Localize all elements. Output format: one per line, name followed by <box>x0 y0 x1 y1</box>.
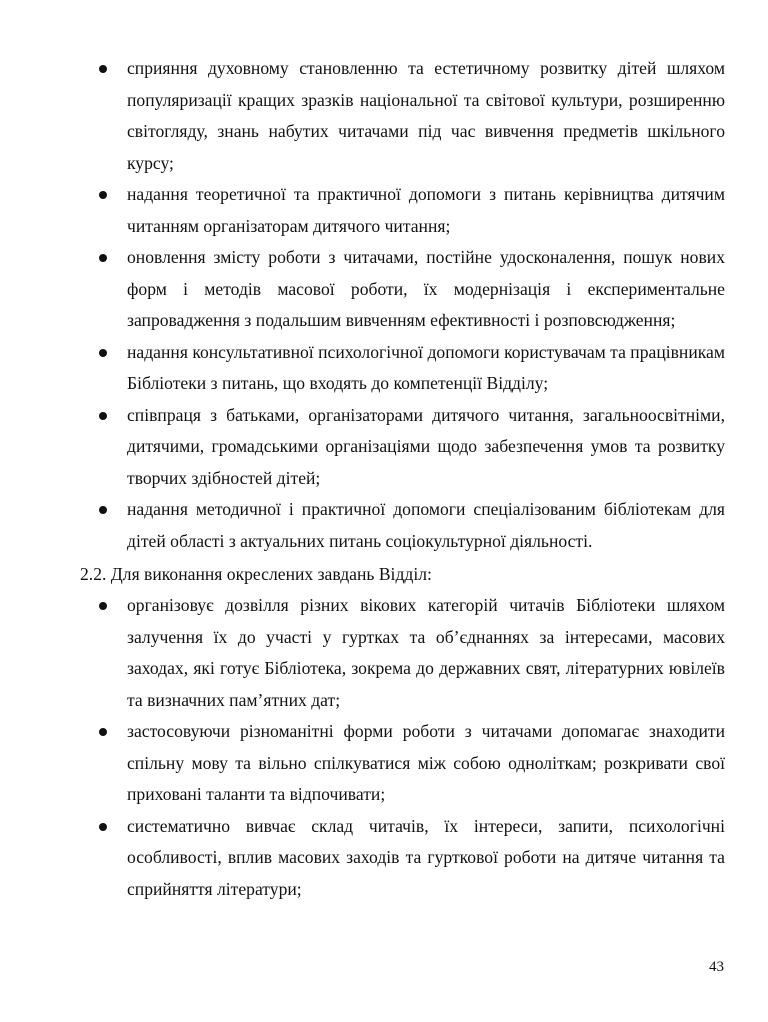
list-item <box>99 53 725 179</box>
list-item <box>99 716 725 811</box>
list-item <box>99 811 725 906</box>
bullet-icon <box>99 602 107 610</box>
bullet-icon <box>99 65 107 73</box>
list-item-text: сприяння духовному становленню та естетичному розвитку дітей шляхом популяризації кращих зразків національної та світової культури, розширенню світогляду, знань набутих читачами під час вивчення предметів шкільного курсу; <box>127 58 725 173</box>
list-item-text: систематично вивчає склад читачів, їх інтереси, запити, психологічні особливості, вплив масових заходів та гурткової роботи на дитяче читання та сприйняття літератури; <box>127 815 725 899</box>
list-item <box>99 179 725 242</box>
bullet-icon <box>99 823 107 831</box>
list-item <box>99 494 725 557</box>
bullet-icon <box>99 254 107 262</box>
list-item-text: надання консультативної психологічної допомоги користувачам та працівникам Бібліотеки з питань, що входять до компетенції Відділу; <box>127 341 725 393</box>
bullet-icon <box>99 191 107 199</box>
list-item-text: організовує дозвілля різних вікових категорій читачів Бібліотеки шляхом залучення їх до участі у гуртках та об’єднаннях за інтересами, масових заходах, які готує Бібліотека, зокрема до державних свят, літературних ювілеїв та визначних пам’ятних дат; <box>127 595 725 710</box>
bullet-icon <box>99 412 107 420</box>
list-item-text: оновлення змісту роботи з читачами, постійне удосконалення, пошук нових форм і методів масової роботи, їх модернізація і експериментальне запровадження з подальшим вивченням ефективності і розповсюдження; <box>127 247 725 330</box>
list-item-text: співпраця з батьками, організаторами дитячого читання, загальноосвітніми, дитячими, громадськими організаціями щодо забезпечення умов та розвитку творчих здібностей дітей; <box>127 404 725 488</box>
list-item <box>99 590 725 716</box>
bullet-icon <box>99 349 107 357</box>
function-bullet-list <box>99 590 725 905</box>
bullet-icon <box>99 506 107 514</box>
list-item-text: застосовуючи різноманітні форми роботи з читачами допомагає знаходити спільну мову та вільно спілкуватися між собою одноліткам; розкривати свої приховані таланти та відпочивати; <box>127 721 725 804</box>
bullet-icon <box>99 728 107 736</box>
task-bullet-list <box>99 53 725 557</box>
list-item-text: надання теоретичної та практичної допомоги з питань керівництва дитячим читанням організаторам дитячого читання; <box>127 184 725 236</box>
list-item <box>99 337 725 400</box>
section-heading: 2.2. Для виконання окреслених завдань Відділ: <box>80 564 432 584</box>
list-item <box>99 400 725 495</box>
page-number: 43 <box>709 959 724 975</box>
list-item-text: надання методичної і практичної допомоги спеціалізованим бібліотекам для дітей області з актуальних питань соціокультурної діяльності. <box>127 499 725 551</box>
list-item <box>99 242 725 337</box>
